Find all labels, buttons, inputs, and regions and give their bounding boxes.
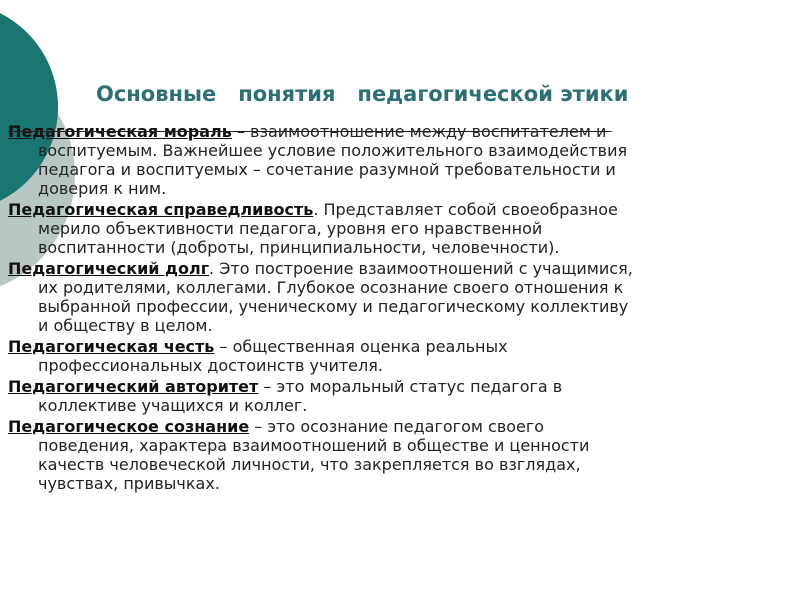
definition-authority-line: коллективе учащихся и коллег. [38, 396, 308, 415]
definition-consciousness-line: поведения, характера взаимоотношений в обществе и ценности [38, 436, 590, 455]
definition-duty-line: выбранной профессии, ученическому и педагогическому коллективу [38, 297, 629, 316]
definition-moral-line: педагога и воспитуемых – сочетание разумной требовательности и [38, 160, 616, 179]
definition-authority-first-line: – это моральный статус педагога в [258, 377, 563, 396]
definition-justice [8, 200, 768, 257]
definition-honor-line: профессиональных достоинств учителя. [38, 356, 383, 375]
term-justice: Педагогическая справедливость [8, 200, 314, 219]
definition-duty-line: и обществу в целом. [38, 316, 213, 335]
definition-consciousness-line: чувствах, привычках. [38, 474, 220, 493]
definitions-list [8, 122, 768, 495]
definition-moral-line: воспитуемым. Важнейшее условие положительного взаимодействия [38, 141, 628, 160]
definition-consciousness-line: качеств человеческой личности, что закрепляется во взглядах, [38, 455, 581, 474]
term-duty: Педагогический долг [8, 259, 210, 278]
definition-consciousness [8, 417, 768, 493]
definition-duty [8, 259, 768, 335]
definition-justice-line: воспитанности (доброты, принципиальности, человечности). [38, 238, 560, 257]
definition-moral-first-line: – взаимоотношение между воспитателем и [231, 122, 612, 141]
definition-justice-line: мерило объективности педагога, уровня его нравственной [38, 219, 543, 238]
term-honor: Педагогическая честь [8, 337, 215, 356]
definition-justice-first-line: . Представляет собой своеобразное [313, 200, 618, 219]
term-consciousness: Педагогическое сознание [8, 417, 250, 436]
definition-duty-first-line: . Это построение взаимоотношений с учащимися, [209, 259, 633, 278]
term-authority: Педагогический авторитет [8, 377, 259, 396]
definition-honor-first-line: – общественная оценка реальных [214, 337, 508, 356]
definition-honor [8, 337, 768, 375]
slide-title: Основные понятия педагогической этики [96, 82, 629, 106]
definition-moral [8, 122, 768, 198]
definition-moral-line: доверия к ним. [38, 179, 167, 198]
term-moral: Педагогическая мораль [8, 122, 232, 141]
definition-consciousness-first-line: – это осознание педагогом своего [249, 417, 545, 436]
definition-authority [8, 377, 768, 415]
definition-duty-line: их родителями, коллегами. Глубокое осознание своего отношения к [38, 278, 624, 297]
